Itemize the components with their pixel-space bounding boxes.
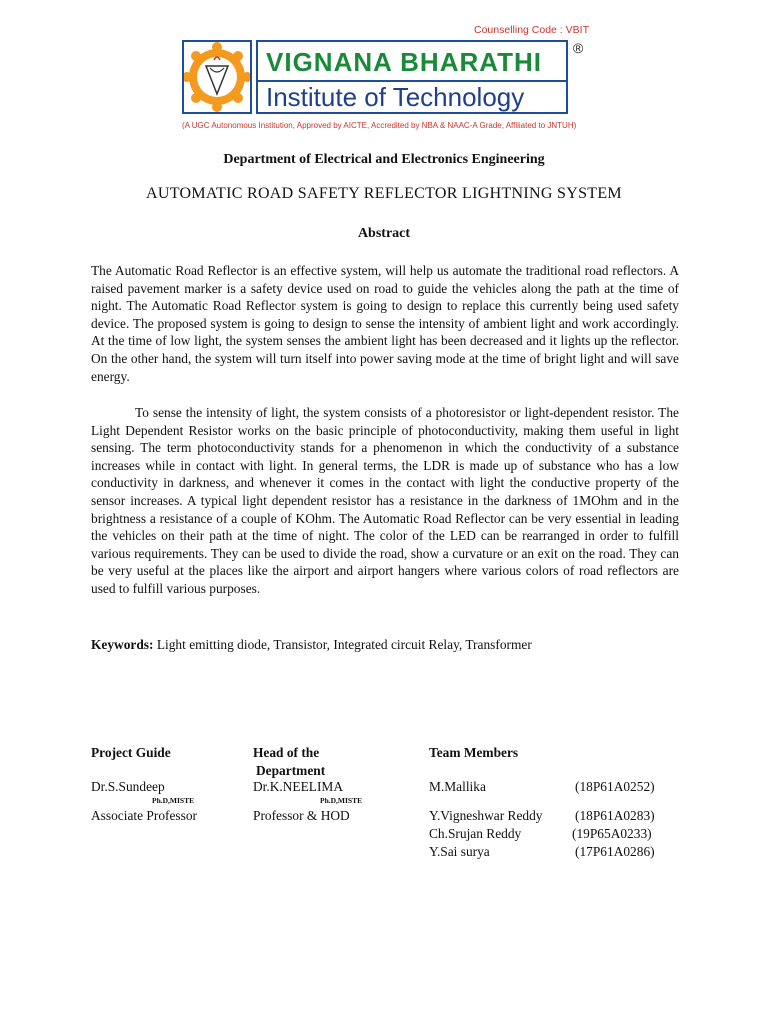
- abstract-paragraph-1: The Automatic Road Reflector is an effective system, will help us automate the traditional road reflectors. A raised pavement marker is a safety device used on road to guide the vehicles along the path at the time of night. The Automatic Road Reflector system is going to design to replace this currently being used safety device. The proposed system is going to design to sense the intensity of ambient light and work accordingly. At the time of low light, the system senses the ambient light has been decreased and it lights up the reflector. On the other hand, the system will turn itself into power saving mode at the time of bright light and will save energy.: [91, 263, 679, 384]
- project-guide-heading: Project Guide: [91, 745, 171, 760]
- institute-name: VIGNANA BHARATHI: [266, 47, 542, 77]
- guide-qualification: Ph.D,MISTE: [152, 796, 195, 805]
- registered-mark: ®: [573, 40, 584, 56]
- keywords-line: [91, 637, 532, 653]
- member-name: Ch.Srujan Reddy: [429, 826, 522, 841]
- hod-name: Dr.K.NEELIMA: [253, 779, 344, 794]
- member-name: Y.Sai surya: [429, 844, 490, 859]
- hod-heading-line1: Head of the: [253, 745, 320, 760]
- hod-qualification: Ph.D,MISTE: [320, 796, 363, 805]
- member-roll: (17P61A0286): [575, 844, 655, 859]
- member-name: M.Mallika: [429, 779, 486, 794]
- member-name: Y.Vigneshwar Reddy: [429, 808, 543, 823]
- hod-heading: [253, 744, 325, 780]
- department-heading: Department of Electrical and Electronics Engineering: [223, 152, 545, 167]
- member-roll: (18P61A0283): [575, 808, 655, 823]
- hod-designation: Professor & HOD: [253, 808, 350, 823]
- abstract-paragraph-2: To sense the intensity of light, the system consists of a photoresistor or light-dependent resistor. The Light Dependent Resistor works on the basic principle of photoconductivity, making them useful in light sensing. The term photoconductivity stands for a phenomenon in which the conductivity of a substance increases while in contact with light. In general terms, the LDR is made up of substance who has a low conductivity in darkness, and whenever it comes in the contact with light the conductive property of the sensor increases. A typical light dependent resistor has a resistance in the darkness of 1MOhm and in the brightness a resistance of a couple of KOhm. The Automatic Road Reflector can be very essential in leading the vehicles on their path at the time of night. The color of the LED can be rearranged in order to fulfill various requirements. They can be used to divide the road, show a curvature or an exit on the road. They can be very useful at the places like the airport and airport hangers where various colors of road reflectors are used to fulfill various purposes.: [91, 405, 679, 596]
- institute-name-box: [256, 40, 568, 114]
- member-roll: (19P65A0233): [572, 826, 652, 841]
- keywords-label: Keywords:: [91, 637, 154, 652]
- institute-emblem-icon: [182, 40, 252, 114]
- team-members-heading: Team Members: [429, 745, 519, 760]
- guide-name: Dr.S.Sundeep: [91, 779, 165, 794]
- guide-designation: Associate Professor: [91, 808, 197, 823]
- hod-heading-line2: Department: [256, 763, 326, 778]
- institute-logo: [182, 40, 572, 118]
- accreditation-line: (A UGC Autonomous Institution, Approved by AICTE, Accredited by NBA & NAAC-A Grade, Affiliated to JNTUH): [182, 121, 577, 130]
- counselling-code: Counselling Code : VBIT: [474, 24, 589, 36]
- institute-subtitle: Institute of Technology: [266, 82, 525, 112]
- abstract-heading: Abstract: [357, 226, 411, 241]
- member-roll: (18P61A0252): [575, 779, 655, 794]
- keywords-text: Light emitting diode, Transistor, Integrated circuit Relay, Transformer: [153, 637, 532, 652]
- document-title: AUTOMATIC ROAD SAFETY REFLECTOR LIGHTNING SYSTEM: [146, 185, 622, 202]
